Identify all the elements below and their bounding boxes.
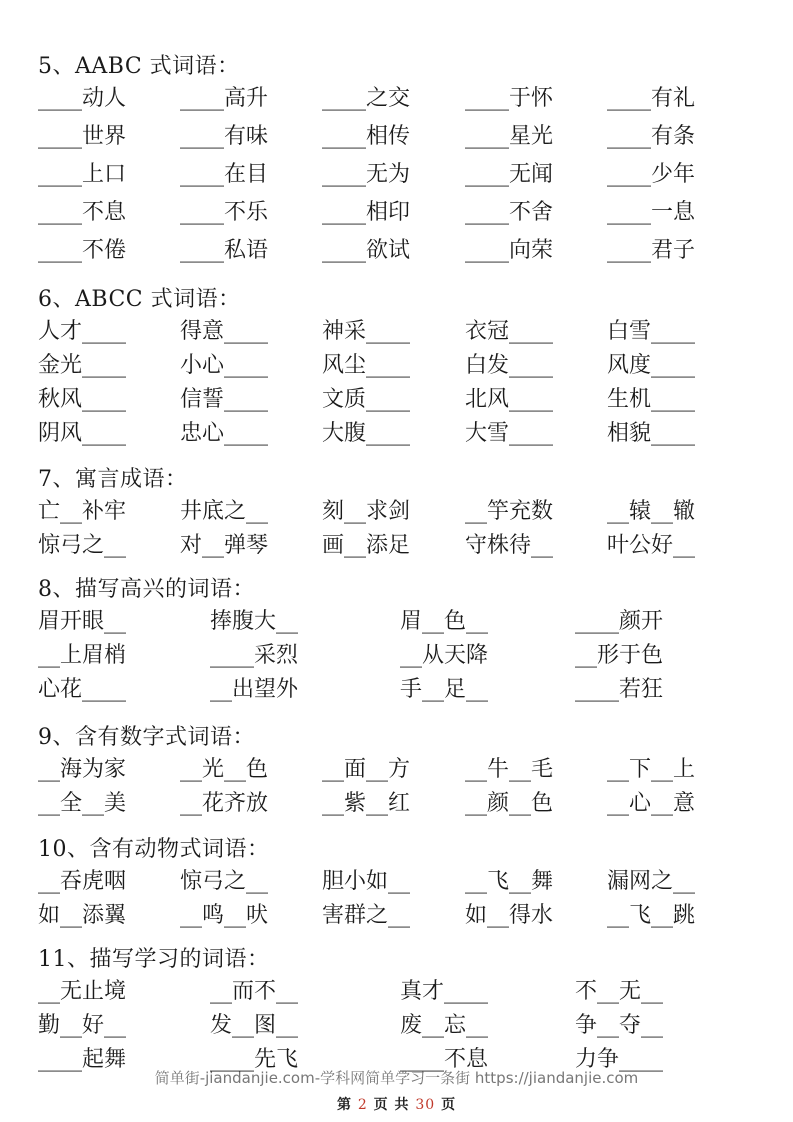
word-row: [38, 899, 696, 933]
fill-in-word: ____有味: [180, 124, 269, 149]
fill-in-word: ____少年: [607, 162, 696, 187]
fill-in-word: 白发____: [465, 353, 554, 378]
fill-in-word: 胆小如__: [322, 869, 411, 894]
fill-in-word: ____在目: [180, 162, 269, 187]
fill-in-word: 废__忘__: [400, 1013, 489, 1038]
section-11: [38, 945, 664, 1077]
fill-in-word: ____不倦: [38, 238, 127, 263]
fill-in-word: __光__色: [180, 757, 269, 782]
fill-in-word: 人才____: [38, 319, 127, 344]
section-title: 5、AABC 式词语：: [38, 54, 240, 79]
section-title: 6、ABCC 式词语：: [38, 287, 241, 312]
fill-in-word: ____高升: [180, 86, 269, 111]
fill-in-word: 文质____: [322, 387, 411, 412]
section-8: [38, 575, 664, 707]
fill-in-word: ____向荣: [465, 238, 554, 263]
word-grid: [38, 315, 696, 451]
fill-in-word: __鸣__吠: [180, 903, 269, 928]
total-page-number: 30: [415, 1097, 436, 1113]
word-grid: [38, 865, 696, 933]
fill-in-word: __面__方: [322, 757, 411, 782]
fill-in-word: 如__得水: [465, 903, 554, 928]
fill-in-word: 眉__色__: [400, 609, 489, 634]
fill-in-word: 风度____: [607, 353, 696, 378]
fill-in-word: 不__无__: [575, 979, 664, 1004]
fill-in-word: __心__意: [607, 791, 696, 816]
word-row: [38, 417, 696, 451]
word-row: [38, 120, 696, 158]
word-row: [38, 383, 696, 417]
fill-in-word: __海为家: [38, 757, 127, 782]
fill-in-word: __形于色: [575, 643, 664, 668]
fill-in-word: ____不息: [38, 200, 127, 225]
fill-in-word: __竽充数: [465, 499, 554, 524]
fill-in-word: ____起舞: [38, 1047, 127, 1072]
section-10: [38, 835, 696, 933]
word-row: [38, 495, 696, 529]
fill-in-word: __吞虎咽: [38, 869, 127, 894]
fill-in-word: __飞__跳: [607, 903, 696, 928]
fill-in-word: 亡__补牢: [38, 499, 127, 524]
section-5: [38, 52, 696, 272]
pager-prefix: 第: [336, 1097, 352, 1113]
fill-in-word: 惊弓之__: [38, 533, 127, 558]
current-page-number: 2: [357, 1097, 368, 1113]
fill-in-word: 忠心____: [180, 421, 269, 446]
fill-in-word: __无止境: [38, 979, 127, 1004]
word-row: [38, 975, 664, 1009]
fill-in-word: ____世界: [38, 124, 127, 149]
fill-in-word: __颜__色: [465, 791, 554, 816]
fill-in-word: 惊弓之__: [180, 869, 269, 894]
fill-in-word: 守株待__: [465, 533, 554, 558]
fill-in-word: 画__添足: [322, 533, 411, 558]
fill-in-word: ____不息: [400, 1047, 489, 1072]
fill-in-word: __花齐放: [180, 791, 269, 816]
fill-in-word: 发__图__: [210, 1013, 299, 1038]
word-row: [38, 234, 696, 272]
fill-in-word: ____采烈: [210, 643, 299, 668]
fill-in-word: 叶公好__: [607, 533, 696, 558]
fill-in-word: __而不__: [210, 979, 299, 1004]
fill-in-word: ____相印: [322, 200, 411, 225]
fill-in-word: 勤__好__: [38, 1013, 127, 1038]
fill-in-word: 眉开眼__: [38, 609, 127, 634]
fill-in-word: 争__夺__: [575, 1013, 664, 1038]
section-title: 10、含有动物式词语：: [38, 837, 270, 862]
fill-in-word: __上眉梢: [38, 643, 127, 668]
section-title: 11、描写学习的词语：: [38, 947, 270, 972]
pager-middle: 页 共: [373, 1097, 410, 1113]
fill-in-word: ____有条: [607, 124, 696, 149]
word-row: [38, 529, 696, 563]
fill-in-word: 心花____: [38, 677, 127, 702]
word-row: [38, 865, 696, 899]
word-grid: [38, 495, 696, 563]
fill-in-word: ____欲试: [322, 238, 411, 263]
fill-in-word: ____无为: [322, 162, 411, 187]
word-row: [38, 158, 696, 196]
fill-in-word: __牛__毛: [465, 757, 554, 782]
section-title: 7、寓言成语：: [38, 467, 188, 492]
fill-in-word: 害群之__: [322, 903, 411, 928]
fill-in-word: 白雪____: [607, 319, 696, 344]
fill-in-word: 井底之__: [180, 499, 269, 524]
word-grid: [38, 605, 664, 707]
page-indicator: [0, 1094, 793, 1114]
fill-in-word: ____上口: [38, 162, 127, 187]
fill-in-word: ____君子: [607, 238, 696, 263]
fill-in-word: ____相传: [322, 124, 411, 149]
fill-in-word: 金光____: [38, 353, 127, 378]
fill-in-word: ____先飞: [210, 1047, 299, 1072]
fill-in-word: ____有礼: [607, 86, 696, 111]
word-row: [38, 82, 696, 120]
fill-in-word: 风尘____: [322, 353, 411, 378]
section-6: [38, 285, 696, 451]
fill-in-word: ____之交: [322, 86, 411, 111]
section-title: 9、含有数字式词语：: [38, 725, 255, 750]
word-row: [38, 673, 664, 707]
fill-in-word: ____不舍: [465, 200, 554, 225]
fill-in-word: ____私语: [180, 238, 269, 263]
word-row: [38, 349, 696, 383]
fill-in-word: 如__添翼: [38, 903, 127, 928]
word-row: [38, 787, 696, 821]
word-grid: [38, 82, 696, 272]
fill-in-word: __飞__舞: [465, 869, 554, 894]
fill-in-word: __紫__红: [322, 791, 411, 816]
fill-in-word: ____星光: [465, 124, 554, 149]
word-row: [38, 753, 696, 787]
fill-in-word: 得意____: [180, 319, 269, 344]
fill-in-word: 北风____: [465, 387, 554, 412]
word-row: [38, 315, 696, 349]
word-grid: [38, 753, 696, 821]
word-row: [38, 605, 664, 639]
fill-in-word: 信誓____: [180, 387, 269, 412]
pager-suffix: 页: [441, 1097, 457, 1113]
word-grid: [38, 975, 664, 1077]
fill-in-word: 相貌____: [607, 421, 696, 446]
fill-in-word: 大腹____: [322, 421, 411, 446]
fill-in-word: 力争____: [575, 1047, 664, 1072]
fill-in-word: 秋风____: [38, 387, 127, 412]
fill-in-word: ____一息: [607, 200, 696, 225]
fill-in-word: __下__上: [607, 757, 696, 782]
fill-in-word: ____无闻: [465, 162, 554, 187]
fill-in-word: 手__足__: [400, 677, 489, 702]
fill-in-word: 捧腹大__: [210, 609, 299, 634]
fill-in-word: ____动人: [38, 86, 127, 111]
fill-in-word: 神采____: [322, 319, 411, 344]
fill-in-word: __全__美: [38, 791, 127, 816]
fill-in-word: 真才____: [400, 979, 489, 1004]
word-row: [38, 639, 664, 673]
fill-in-word: ____于怀: [465, 86, 554, 111]
watermark-text: 简单街-jiandanjie.com-学科网简单学习一条街 https://jiandanjie.com: [154, 1069, 639, 1087]
word-row: [38, 196, 696, 234]
section-9: [38, 723, 696, 821]
fill-in-word: 阴风____: [38, 421, 127, 446]
fill-in-word: __从天降: [400, 643, 489, 668]
fill-in-word: 漏网之__: [607, 869, 696, 894]
fill-in-word: __出望外: [210, 677, 299, 702]
fill-in-word: 生机____: [607, 387, 696, 412]
fill-in-word: 大雪____: [465, 421, 554, 446]
word-row: [38, 1009, 664, 1043]
section-7: [38, 465, 696, 563]
fill-in-word: 衣冠____: [465, 319, 554, 344]
fill-in-word: __辕__辙: [607, 499, 696, 524]
fill-in-word: 刻__求剑: [322, 499, 411, 524]
fill-in-word: 小心____: [180, 353, 269, 378]
section-title: 8、描写高兴的词语：: [38, 577, 255, 602]
fill-in-word: ____不乐: [180, 200, 269, 225]
fill-in-word: ____若狂: [575, 677, 664, 702]
fill-in-word: 对__弹琴: [180, 533, 269, 558]
fill-in-word: ____颜开: [575, 609, 664, 634]
